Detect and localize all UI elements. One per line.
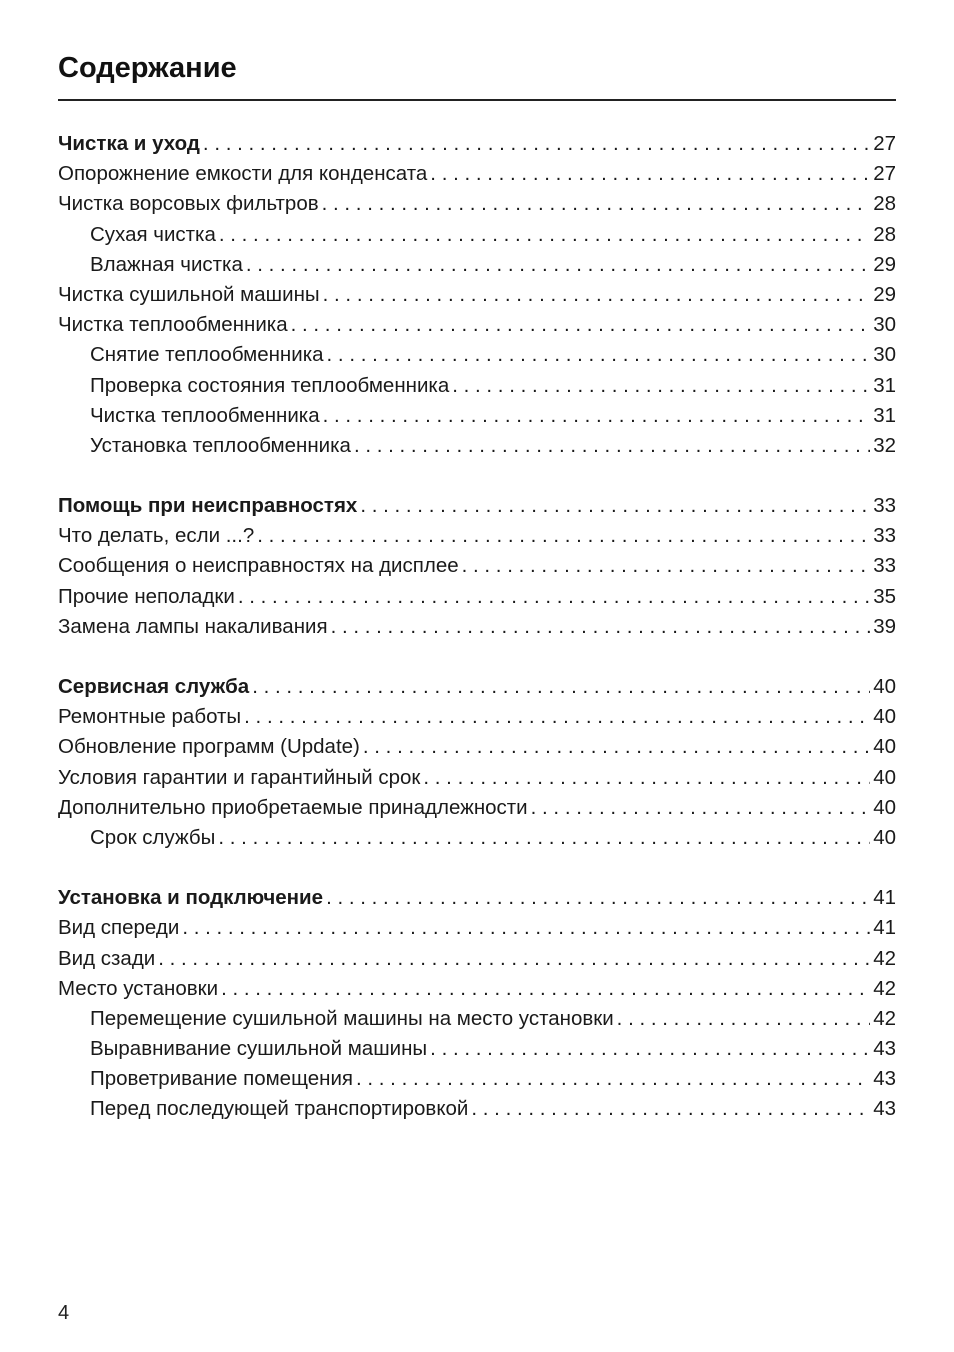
dot-leader [617, 1004, 871, 1034]
toc-entry-label: Чистка теплообменника [90, 403, 320, 427]
toc-entry[interactable] [58, 189, 896, 219]
toc-entry-label: Сервисная служба [58, 675, 250, 698]
toc-entry[interactable] [58, 401, 896, 431]
toc-entry-page: 29 [873, 282, 896, 306]
toc-entry-page: 32 [873, 433, 896, 457]
toc-entry-label: Помощь при неисправностях [58, 494, 358, 518]
toc-entry-label: Замена лампы накаливания [58, 614, 328, 638]
toc-section [58, 883, 896, 1125]
toc-section [58, 491, 896, 642]
toc-entry[interactable] [58, 823, 896, 853]
dot-leader [291, 310, 871, 340]
toc-entry-label: Дополнительно приобретаемые принадлежности [58, 795, 528, 819]
toc-entry-label: Чистка и уход [58, 132, 200, 155]
toc-entry-page: 41 [873, 916, 896, 940]
toc-entry-page: 33 [873, 554, 896, 578]
toc-section-heading[interactable] [58, 672, 896, 702]
toc-entry-label: Обновление программ (Update) [58, 735, 360, 759]
toc-entry-page: 43 [873, 1067, 896, 1091]
toc-section-heading[interactable] [58, 129, 896, 159]
toc-entry-page: 40 [873, 675, 896, 698]
toc-entry-label: Срок службы [90, 825, 216, 849]
toc-entry-page: 42 [873, 1006, 896, 1030]
dot-leader [360, 491, 870, 521]
toc-entry[interactable] [58, 280, 896, 310]
toc-entry-page: 41 [873, 886, 896, 910]
toc-entry-page: 43 [873, 1097, 896, 1121]
page-number: 4 [58, 1302, 70, 1324]
toc-entry[interactable] [58, 974, 896, 1004]
dot-leader [331, 612, 871, 642]
dot-leader [471, 1094, 870, 1124]
dot-leader [452, 371, 870, 401]
toc-entry-page: 31 [873, 403, 896, 427]
dot-leader [430, 159, 870, 189]
dot-leader [244, 702, 870, 732]
toc-entry-label: Установка и подключение [58, 886, 324, 910]
toc-entry-label: Вид сзади [58, 946, 156, 970]
dot-leader [356, 1064, 870, 1094]
toc-entry-label: Ремонтные работы [58, 705, 242, 729]
toc-entry[interactable] [58, 793, 896, 823]
dot-leader [430, 1034, 870, 1064]
toc-entry[interactable] [58, 159, 896, 189]
title-divider [58, 99, 896, 101]
toc-entry-label: Место установки [58, 976, 219, 1000]
dot-leader [218, 823, 870, 853]
dot-leader [323, 280, 871, 310]
toc-entry-page: 40 [873, 795, 896, 819]
toc-entry[interactable] [58, 612, 896, 642]
toc-entry[interactable] [58, 220, 896, 250]
toc-section [58, 129, 896, 461]
dot-leader [257, 521, 870, 551]
toc-entry-label: Чистка теплообменника [58, 313, 288, 337]
dot-leader [326, 883, 870, 913]
toc-entry-label: Влажная чистка [90, 252, 243, 276]
dot-leader [221, 974, 870, 1004]
toc-entry-label: Сухая чистка [90, 222, 216, 246]
dot-leader [246, 250, 870, 280]
dot-leader [203, 129, 870, 159]
toc-entry[interactable] [58, 310, 896, 340]
toc-entry-label: Перед последующей транспортировкой [90, 1097, 469, 1121]
toc-entry-label: Условия гарантии и гарантийный срок [58, 765, 421, 789]
toc-entry-page: 40 [873, 735, 896, 759]
toc-entry-label: Прочие неполадки [58, 584, 235, 608]
dot-leader [462, 551, 871, 581]
toc-entry-page: 40 [873, 825, 896, 849]
toc-entry[interactable] [58, 1064, 896, 1094]
dot-leader [219, 220, 870, 250]
toc-entry[interactable] [58, 551, 896, 581]
toc-entry[interactable] [58, 763, 896, 793]
dot-leader [323, 401, 871, 431]
toc-entry[interactable] [58, 1094, 896, 1124]
toc-entry[interactable] [58, 913, 896, 943]
toc-entry-label: Вид спереди [58, 916, 180, 940]
toc-entry-page: 30 [873, 313, 896, 337]
toc-entry-label: Сообщения о неисправностях на дисплее [58, 554, 459, 578]
toc-entry[interactable] [58, 431, 896, 461]
toc-entry[interactable] [58, 340, 896, 370]
toc-entry[interactable] [58, 944, 896, 974]
toc-entry[interactable] [58, 521, 896, 551]
toc-entry-page: 28 [873, 222, 896, 246]
table-of-contents [58, 129, 896, 1155]
toc-entry-page: 33 [873, 494, 896, 518]
toc-entry[interactable] [58, 1034, 896, 1064]
toc-entry[interactable] [58, 582, 896, 612]
toc-entry[interactable] [58, 371, 896, 401]
dot-leader [327, 340, 871, 370]
dot-leader [354, 431, 870, 461]
toc-entry[interactable] [58, 732, 896, 762]
toc-entry-label: Опорожнение емкости для конденсата [58, 162, 428, 186]
dot-leader [322, 189, 871, 219]
toc-entry-label: Что делать, если ...? [58, 524, 255, 548]
toc-entry[interactable] [58, 702, 896, 732]
toc-entry-label: Чистка ворсовых фильтров [58, 192, 319, 216]
toc-entry[interactable] [58, 250, 896, 280]
dot-leader [182, 913, 870, 943]
dot-leader [158, 944, 870, 974]
dot-leader [363, 732, 870, 762]
toc-section [58, 672, 896, 853]
dot-leader [423, 763, 870, 793]
toc-entry-label: Перемещение сушильной машины на место установки [90, 1006, 614, 1030]
toc-entry-page: 43 [873, 1037, 896, 1061]
toc-entry-page: 29 [873, 252, 896, 276]
toc-entry-page: 40 [873, 765, 896, 789]
toc-entry-label: Установка теплообменника [90, 433, 351, 457]
dot-leader [531, 793, 871, 823]
toc-entry-page: 27 [873, 132, 896, 155]
toc-entry-page: 39 [873, 614, 896, 638]
toc-entry-page: 27 [873, 162, 896, 186]
toc-entry-label: Проветривание помещения [90, 1067, 353, 1091]
toc-entry-label: Выравнивание сушильной машины [90, 1037, 428, 1061]
toc-entry-page: 40 [873, 705, 896, 729]
toc-entry-page: 33 [873, 524, 896, 548]
toc-entry-page: 42 [873, 976, 896, 1000]
toc-entry-label: Проверка состояния теплообменника [90, 373, 450, 397]
toc-entry-page: 35 [873, 584, 896, 608]
toc-entry-page: 30 [873, 343, 896, 367]
page-title: Содержание [58, 52, 237, 84]
toc-entry-page: 31 [873, 373, 896, 397]
toc-entry-page: 42 [873, 946, 896, 970]
dot-leader [252, 672, 870, 702]
toc-section-heading[interactable] [58, 491, 896, 521]
toc-entry-label: Снятие теплообменника [90, 343, 324, 367]
toc-entry[interactable] [58, 1004, 896, 1034]
toc-entry-page: 28 [873, 192, 896, 216]
toc-entry-label: Чистка сушильной машины [58, 282, 320, 306]
toc-section-heading[interactable] [58, 883, 896, 913]
dot-leader [238, 582, 870, 612]
